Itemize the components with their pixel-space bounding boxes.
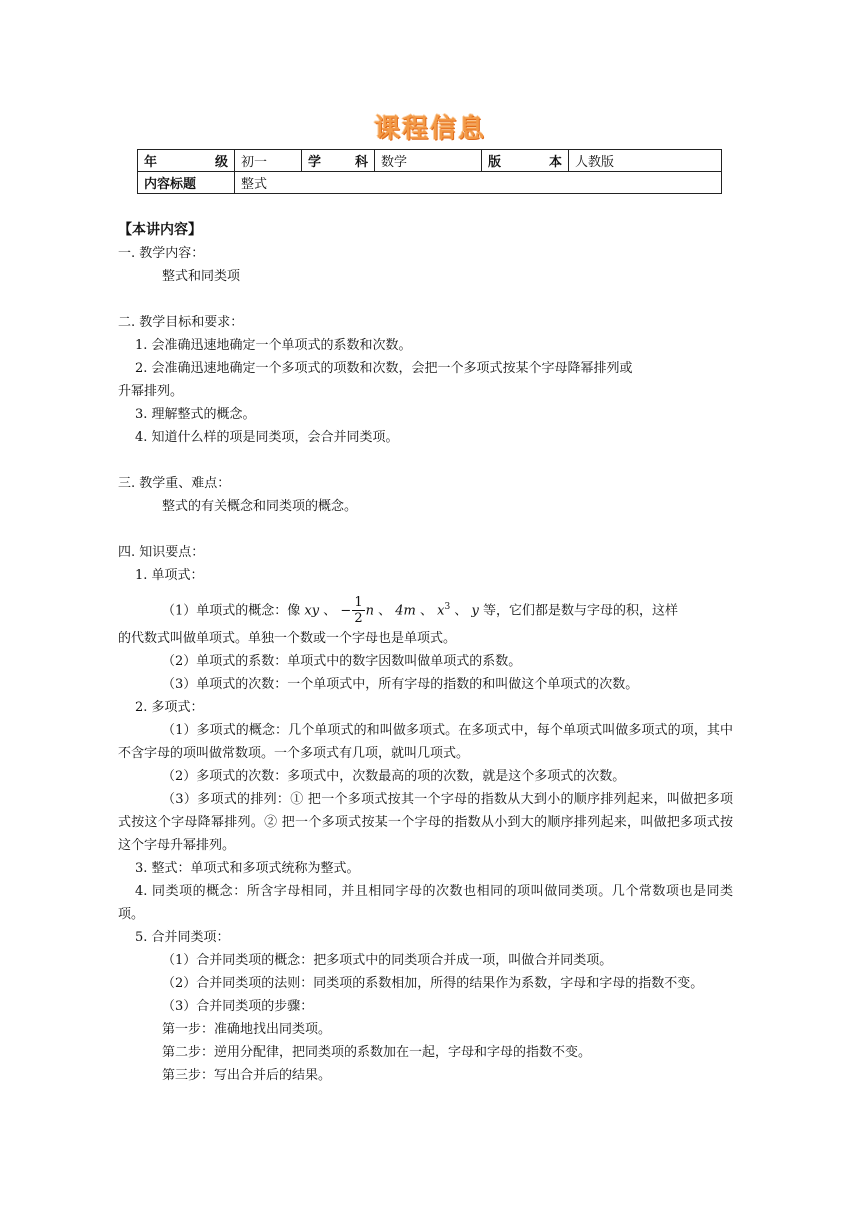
- s1-body: 整式和同类项: [162, 269, 241, 284]
- minus-sign: −: [340, 603, 352, 619]
- table-row: [138, 150, 722, 172]
- s4-p2-3: （3）多项式的排列：① 把一个多项式按其一个字母的指数从大到小的顺序排列起来，叫做把多项式按这个字母降幂排列。② 把一个多项式按某一个字母的指数从小到大的顺序排列起来，叫做把多项式按这个字母升幂排列。: [118, 792, 733, 853]
- s4-p4: 4. 同类项的概念：所含字母相同，并且相同字母的次数也相同的项叫做同类项。几个常数项也是同类项。: [118, 884, 733, 922]
- math-term-4m: 4m: [395, 603, 416, 619]
- edition-label-char-1: 版: [488, 155, 502, 170]
- s4-p1-title: 1. 单项式：: [135, 568, 204, 583]
- grade-label-cell: [138, 150, 235, 172]
- math-term-y: y: [471, 603, 479, 619]
- topic-label-cell: 内容标题: [138, 172, 235, 194]
- fraction-denominator: 2: [354, 611, 363, 627]
- edition-value-cell: 人教版: [569, 150, 722, 172]
- s4-p2-2: （2）多项式的次数：多项式中，次数最高的项的次数，就是这个多项式的次数。: [162, 769, 626, 784]
- s4-p1-3: （3）单项式的次数：一个单项式中，所有字母的指数的和叫做这个单项式的次数。: [162, 677, 639, 692]
- s2-item-2-cont: 升幂排列。: [118, 384, 184, 399]
- s4-p3: 3. 整式：单项式和多项式统称为整式。: [135, 861, 360, 876]
- s2-item-4: 4. 知道什么样的项是同类项，会合并同类项。: [135, 430, 399, 445]
- sep: 、: [323, 603, 337, 619]
- edition-label-cell: [482, 150, 569, 172]
- subject-label-char-2: 科: [354, 155, 368, 170]
- page-title: 课程信息: [373, 114, 486, 144]
- subject-label-cell: [302, 150, 375, 172]
- s2-item-1: 1. 会准确迅速地确定一个单项式的系数和次数。: [135, 338, 412, 353]
- s4-p1-1-cont: 的代数式叫做单项式。单独一个数或一个字母也是单项式。: [118, 631, 457, 646]
- topic-value-cell: 整式: [235, 172, 722, 194]
- step-1: 第一步：准确地找出同类项。: [162, 1022, 332, 1037]
- section-header: 【本讲内容】: [118, 222, 202, 238]
- step-2: 第二步：逆用分配律，把同类项的系数加在一起，字母和字母的指数不变。: [162, 1045, 592, 1060]
- math-term-xy: xy: [304, 603, 320, 619]
- grade-label-char-2: 级: [214, 155, 228, 170]
- s4-p5-title: 5. 合并同类项：: [135, 930, 230, 945]
- math-exponent: 3: [444, 602, 451, 612]
- fraction-one-half: [352, 595, 364, 626]
- sep: 、: [454, 603, 468, 619]
- s2-heading: 二. 教学目标和要求：: [118, 315, 244, 330]
- s4-heading: 四. 知识要点：: [118, 545, 205, 560]
- step-3: 第三步：写出合并后的结果。: [162, 1068, 332, 1083]
- math-term-x: x: [437, 603, 445, 619]
- s4-p5-3: （3）合并同类项的步骤：: [162, 999, 314, 1014]
- math-term-n: n: [365, 603, 374, 619]
- p1-1-suffix: 等，它们都是数与字母的积，这样: [483, 603, 679, 619]
- sep: 、: [378, 603, 392, 619]
- s4-p2-title: 2. 多项式：: [135, 700, 204, 715]
- s4-p5-1: （1）合并同类项的概念：把多项式中的同类项合并成一项，叫做合并同类项。: [162, 953, 613, 968]
- s4-p2-1: （1）多项式的概念：几个单项式的和叫做多项式。在多项式中，每个单项式叫做多项式的项，其中不含字母的项叫做常数项。一个多项式有几项，就叫几项式。: [118, 723, 733, 761]
- s4-p5-2: （2）合并同类项的法则：同类项的系数相加，所得的结果作为系数，字母和字母的指数不变。: [162, 976, 704, 991]
- table-row: [138, 172, 722, 194]
- subject-value-cell: 数学: [375, 150, 482, 172]
- grade-value-cell: 初一: [235, 150, 302, 172]
- s4-p1-2: （2）单项式的系数：单项式中的数字因数叫做单项式的系数。: [162, 654, 522, 669]
- s2-item-2: 2. 会准确迅速地确定一个多项式的项数和次数，会把一个多项式按某个字母降幂排列或: [135, 361, 633, 376]
- s3-body: 整式的有关概念和同类项的概念。: [162, 499, 358, 514]
- edition-label-char-2: 本: [548, 155, 562, 170]
- grade-label-char-1: 年: [144, 155, 158, 170]
- s3-heading: 三. 教学重、难点：: [118, 476, 231, 491]
- subject-label-char-1: 学: [308, 155, 322, 170]
- s4-p1-1: [118, 587, 733, 627]
- lesson-content: [118, 218, 733, 1087]
- p1-1-prefix: （1）单项式的概念：像: [162, 603, 301, 619]
- sep: 、: [420, 603, 434, 619]
- s2-item-3: 3. 理解整式的概念。: [135, 407, 256, 422]
- course-info-table: [137, 149, 722, 194]
- fraction-numerator: 1: [354, 595, 363, 611]
- s1-heading: 一. 教学内容：: [118, 246, 205, 261]
